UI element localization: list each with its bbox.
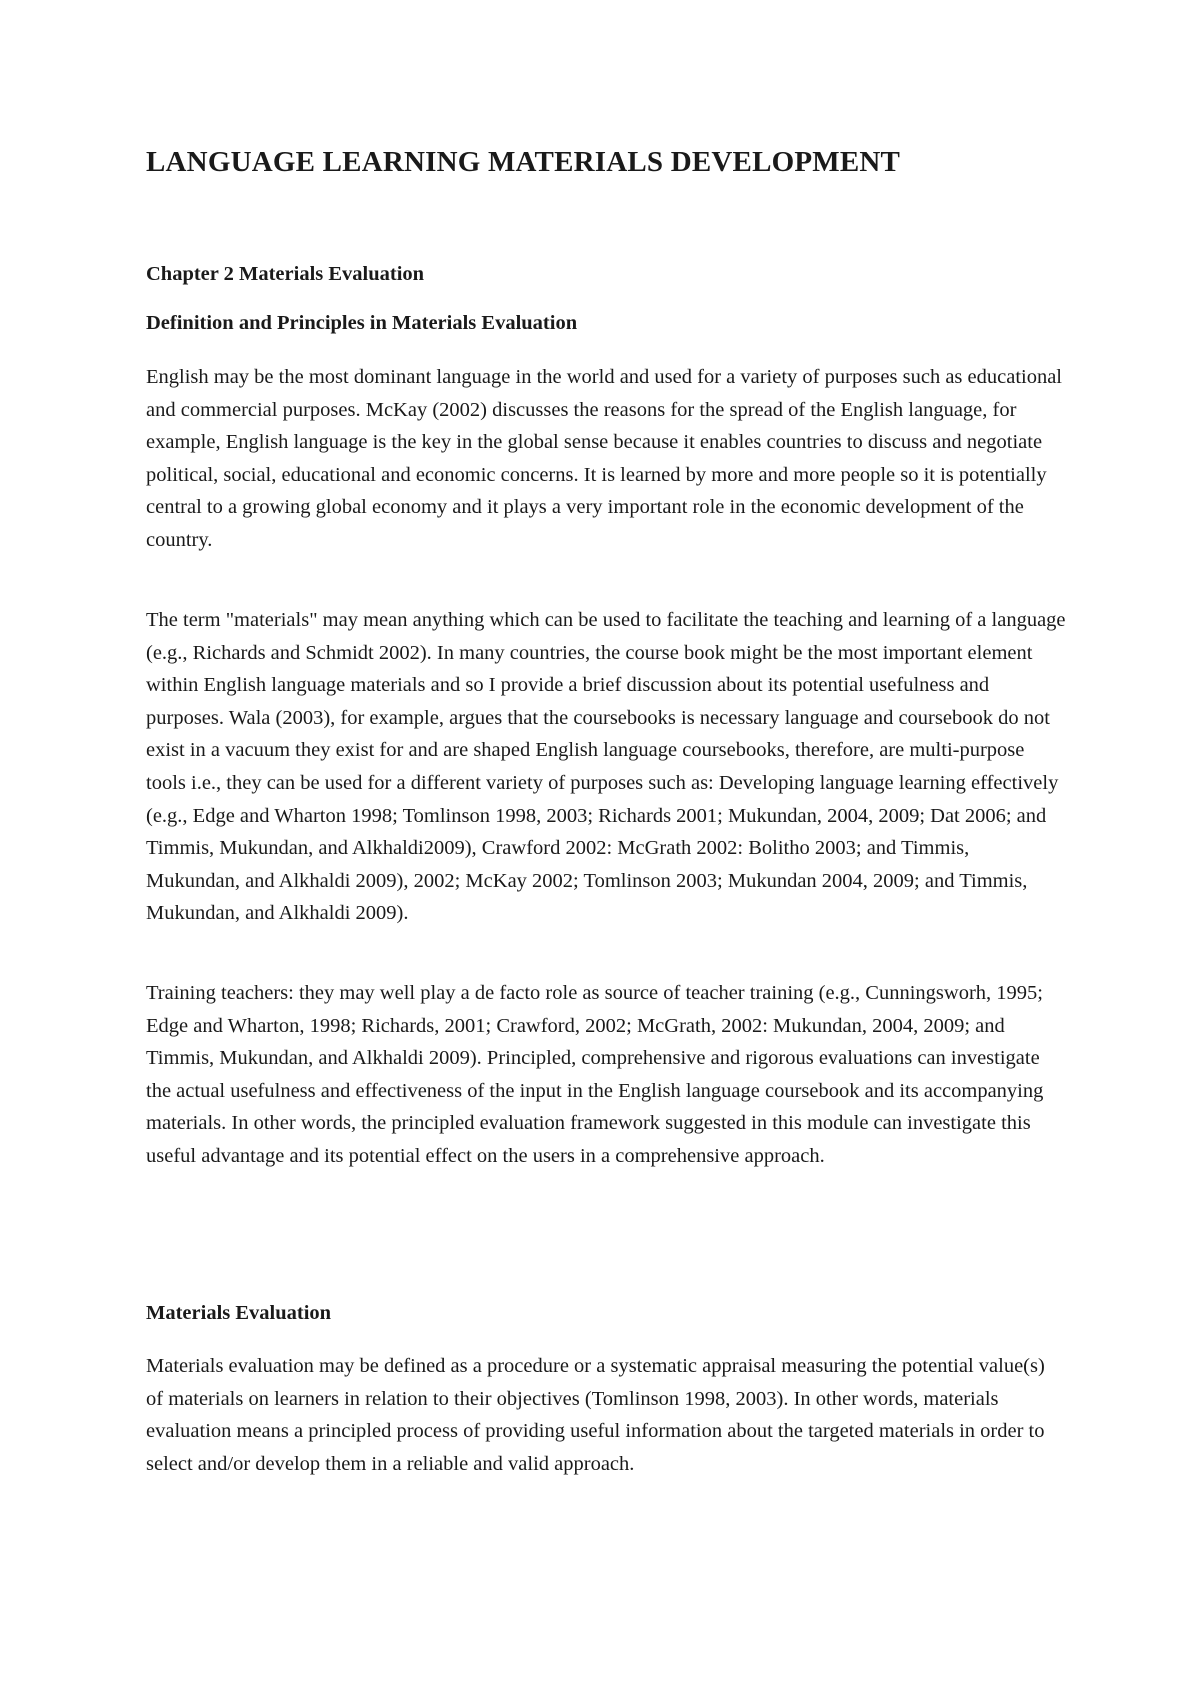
- section-heading-materials-evaluation: Materials Evaluation: [146, 1302, 332, 1324]
- section-heading-definition-principles: Definition and Principles in Materials Evaluation: [146, 312, 578, 334]
- body-paragraph: English may be the most dominant language in the world and used for a variety of purposes such as educational and commercial purposes. McKay (2002) discusses the reasons for the spread of the English language, for example, English language is the key in the global sense because it enables countries to discuss and negotiate political, social, educational and economic concerns. It is learned by more and more people so it is potentially central to a growing global economy and it plays a very important role in the economic development of the country.: [146, 366, 1063, 551]
- document-title: LANGUAGE LEARNING MATERIALS DEVELOPMENT: [146, 146, 901, 178]
- body-paragraph: The term "materials" may mean anything which can be used to facilitate the teaching and learning of a language (e.g., Richards and Schmidt 2002). In many countries, the course book might be the most important element within English language materials and so I provide a brief discussion about its potential usefulness and purposes. Wala (2003), for example, argues that the coursebooks is necessary language and coursebook do not exist in a vacuum they exist for and are shaped English language coursebooks, therefore, are multi-purpose tools i.e., they can be used for a different variety of purposes such as: Developing language learning effectively (e.g., Edge and Wharton 1998; Tomlinson 1998, 2003; Richards 2001; Mukundan, 2004, 2009; Dat 2006; and Timmis, Mukundan, and Alkhaldi2009), Crawford 2002: McGrath 2002: Bolitho 2003; and Timmis, Mukundan, and Alkhaldi 2009), 2002; McKay 2002; Tomlinson 2003; Mukundan 2004, 2009; and Timmis, Mukundan, and Alkhaldi 2009).: [146, 609, 1066, 925]
- body-paragraph: Training teachers: they may well play a de facto role as source of teacher training (e.g., Cunningsworh, 1995; Edge and Wharton, 1998; Richards, 2001; Crawford, 2002; McGrath, 2002: Mukundan, 2004, 2009; and Timmis, Mukundan, and Alkhaldi 2009). Principled, comprehensive and rigorous evaluations can investigate the actual usefulness and effectiveness of the input in the English language coursebook and its accompanying materials. In other words, the principled evaluation framework suggested in this module can investigate this useful advantage and its potential effect on the users in a comprehensive approach.: [146, 982, 1044, 1167]
- chapter-heading: Chapter 2 Materials Evaluation: [146, 263, 425, 285]
- body-paragraph: Materials evaluation may be defined as a procedure or a systematic appraisal measuring the potential value(s) of materials on learners in relation to their objectives (Tomlinson 1998, 2003). In other words, materials evaluation means a principled process of providing useful information about the targeted materials in order to select and/or develop them in a reliable and valid approach.: [146, 1355, 1045, 1475]
